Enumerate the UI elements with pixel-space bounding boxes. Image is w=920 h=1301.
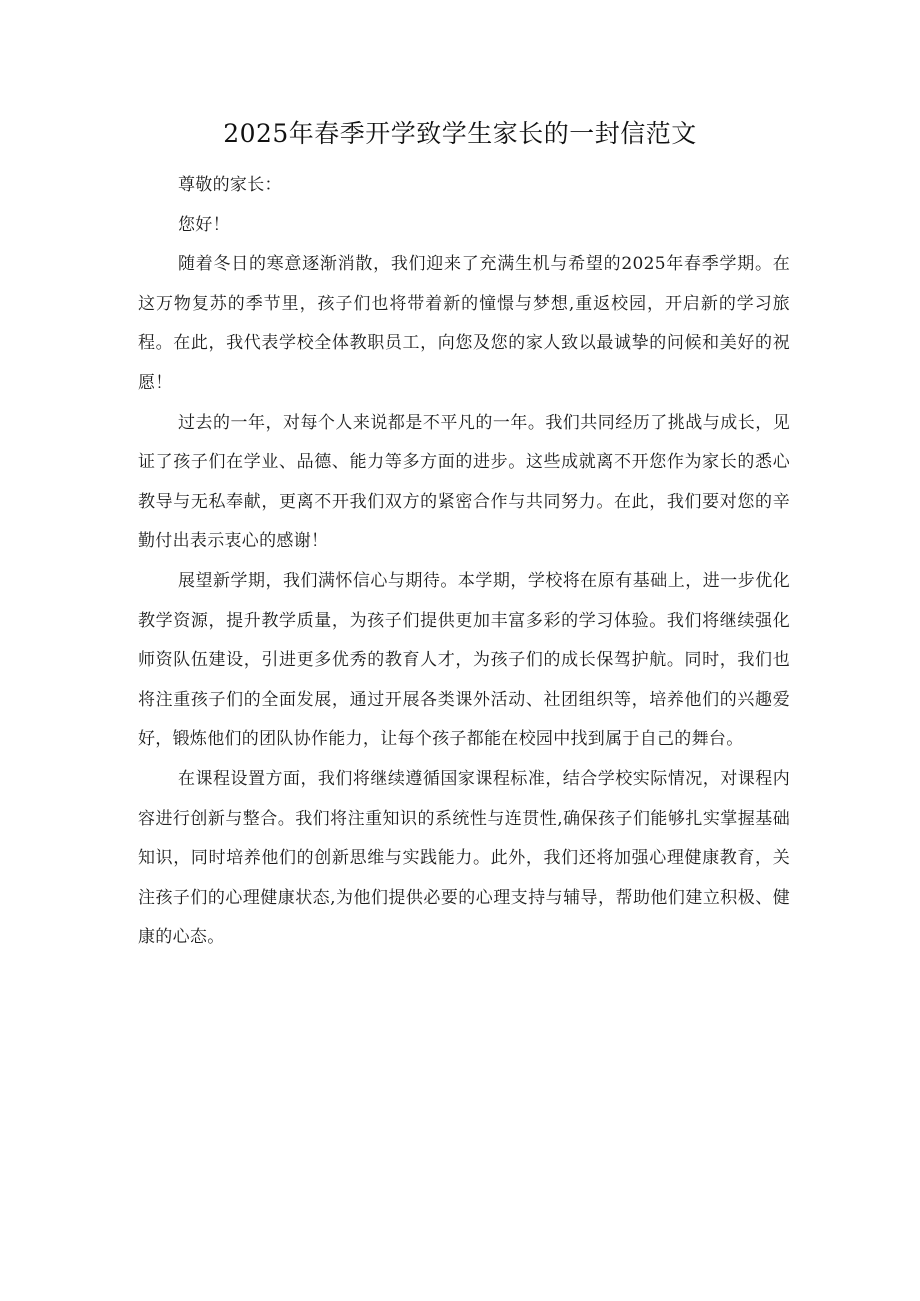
paragraph-3: 展望新学期，我们满怀信心与期待。本学期，学校将在原有基础上，进一步优化教学资源，提升教学质量，为孩子们提供更加丰富多彩的学习体验。我们将继续强化师资队伍建设，引进更多优秀的教育人才，为孩子们的成长保驾护航。同时，我们也将注重孩子们的全面发展，通过开展各类课外活动、社团组织等，培养他们的兴趣爱好，锻炼他们的团队协作能力，让每个孩子都能在校园中找到属于自己的舞台。	[138, 570, 790, 750]
document-title: 2025年春季开学致学生家长的一封信范文	[223, 119, 697, 148]
paragraph-2: 过去的一年，对每个人来说都是不平凡的一年。我们共同经历了挑战与成长，见证了孩子们在学业、品德、能力等多方面的进步。这些成就离不开您作为家长的悉心教导与无私奉献，更离不开我们双方的紧密合作与共同努力。在此，我们要对您的辛勤付出表示衷心的感谢！	[138, 412, 790, 552]
letter-body	[138, 166, 790, 958]
salutation: 尊敬的家长：	[178, 175, 282, 195]
paragraph-4: 在课程设置方面，我们将继续遵循国家课程标准，结合学校实际情况，对课程内容进行创新与整合。我们将注重知识的系统性与连贯性,确保孩子们能够扎实掌握基础知识，同时培养他们的创新思维与实践能力。此外，我们还将加强心理健康教育，关注孩子们的心理健康状态,为他们提供必要的心理支持与辅导，帮助他们建立积极、健康的心态。	[138, 768, 790, 948]
paragraph-1: 随着冬日的寒意逐渐消散，我们迎来了充满生机与希望的2025年春季学期。在这万物复苏的季节里，孩子们也将带着新的憧憬与梦想,重返校园，开启新的学习旅程。在此，我代表学校全体教职员工，向您及您的家人致以最诚挚的问候和美好的祝愿！	[138, 254, 790, 393]
greeting: 您好！	[178, 214, 230, 235]
